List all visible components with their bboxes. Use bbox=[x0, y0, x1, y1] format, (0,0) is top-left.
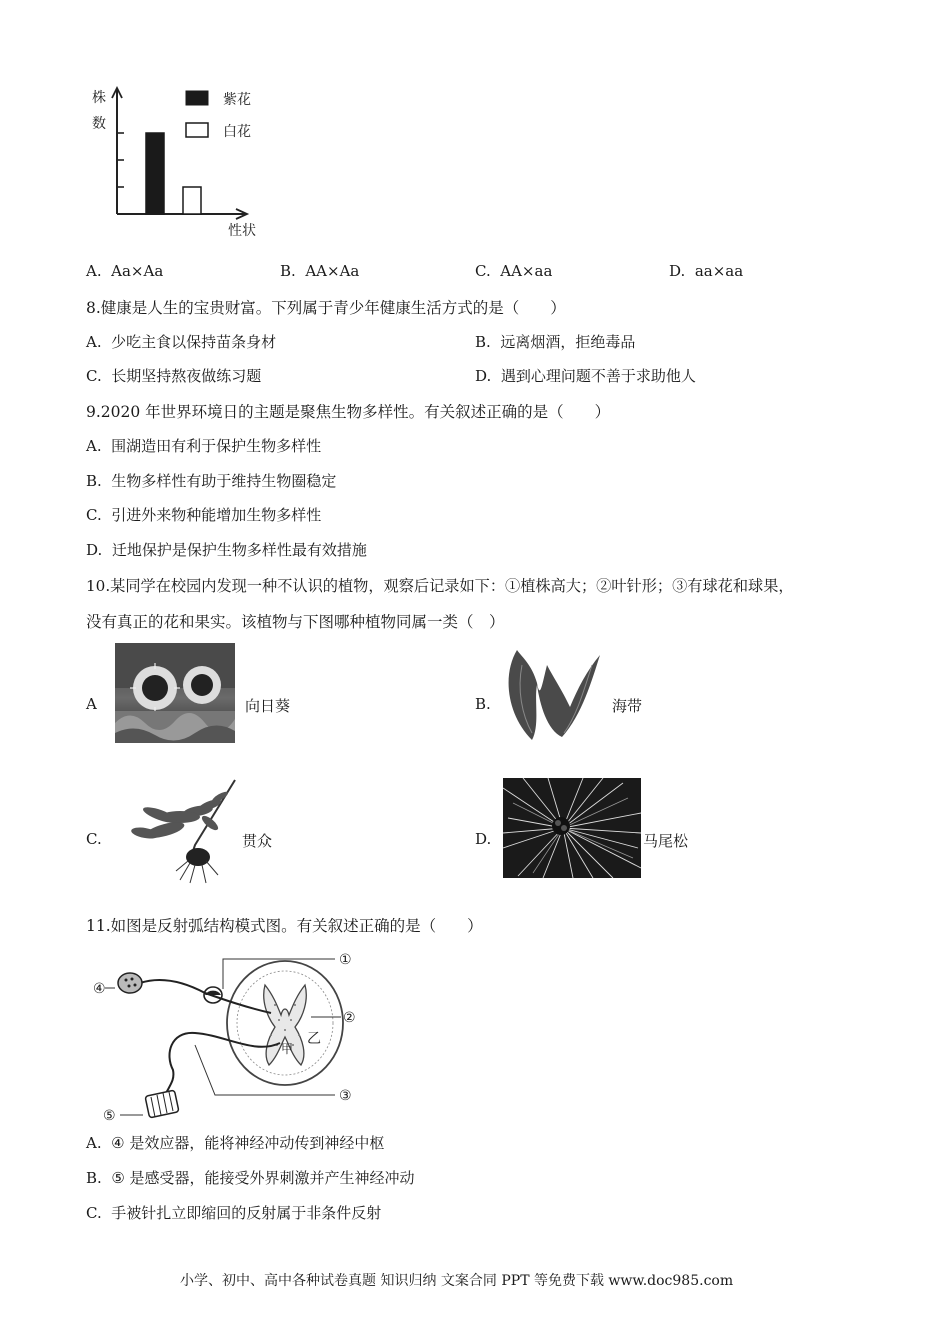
option-text: aa×aa bbox=[694, 262, 744, 280]
option-text: 引进外来物种能增加生物多样性 bbox=[111, 506, 322, 524]
q10-option-b-letter[interactable]: B. bbox=[475, 695, 491, 713]
option-text: AA×Aa bbox=[305, 262, 360, 280]
q11-stem: 11.如图是反射弧结构模式图。有关叙述正确的是（ ） bbox=[86, 917, 483, 935]
option-letter: C. bbox=[86, 1204, 102, 1222]
x-axis-label: 性状 bbox=[228, 223, 256, 239]
option-letter: A. bbox=[86, 437, 102, 455]
page-footer: 小学、初中、高中各种试卷真题 知识归纳 文案合同 PPT 等免费下载 www.doc985.com bbox=[180, 1273, 734, 1289]
q9-option-a[interactable] bbox=[86, 435, 321, 456]
q11-option-a[interactable] bbox=[86, 1132, 384, 1153]
option-letter: D. bbox=[86, 541, 103, 559]
label-yi: 乙 bbox=[307, 1031, 321, 1047]
label-5: ⑤ bbox=[103, 1108, 116, 1124]
q7-option-a[interactable] bbox=[86, 262, 163, 280]
option-letter: C. bbox=[86, 506, 102, 524]
q7-option-c[interactable] bbox=[475, 262, 552, 280]
bar-purple bbox=[146, 133, 164, 214]
reflex-arc-diagram bbox=[95, 945, 365, 1125]
option-text: 远离烟酒，拒绝毒品 bbox=[500, 333, 636, 351]
option-letter: B. bbox=[475, 333, 491, 351]
q9-stem: 9.2020 年世界环境日的主题是聚焦生物多样性。有关叙述正确的是（ ） bbox=[86, 403, 611, 421]
option-text: 手被针扎立即缩回的反射属于非条件反射 bbox=[111, 1204, 382, 1222]
option-text: Aa×Aa bbox=[111, 262, 164, 280]
q8-option-c[interactable] bbox=[86, 365, 261, 386]
q7-option-b[interactable] bbox=[280, 262, 359, 280]
q10-option-d-letter[interactable]: D. bbox=[475, 830, 492, 848]
legend-swatch-purple bbox=[186, 91, 208, 105]
label-1: ① bbox=[339, 952, 352, 968]
option-letter: D. bbox=[669, 262, 686, 280]
option-text: AA×aa bbox=[500, 262, 553, 280]
option-letter: A. bbox=[86, 333, 102, 351]
q10-stem-line1: 10.某同学在校园内发现一种不认识的植物，观察后记录如下：①植株高大；②叶针形；③有球花和球果， bbox=[86, 577, 794, 595]
option-text: 长期坚持熬夜做练习题 bbox=[111, 367, 262, 385]
option-text: 生物多样性有助于维持生物圈稳定 bbox=[111, 472, 337, 490]
option-letter: B. bbox=[86, 472, 102, 490]
option-text: 迁地保护是保护生物多样性最有效措施 bbox=[111, 541, 367, 559]
fern-icon bbox=[110, 775, 240, 885]
label-4: ④ bbox=[93, 981, 106, 997]
option-text: 少吃主食以保持苗条身材 bbox=[111, 333, 277, 351]
label-jia: 甲 bbox=[281, 1042, 294, 1056]
sunflower-image[interactable] bbox=[115, 643, 235, 743]
option-text: 遇到心理问题不善于求助他人 bbox=[500, 367, 696, 385]
kelp-image[interactable] bbox=[492, 645, 607, 745]
q10-option-a-text: 向日葵 bbox=[245, 697, 291, 715]
y-axis-label-2: 数 bbox=[92, 116, 106, 132]
trait-bar-chart bbox=[80, 80, 280, 245]
q8-option-d[interactable] bbox=[475, 365, 696, 386]
q8-option-a[interactable] bbox=[86, 331, 276, 352]
legend-label-purple: 紫花 bbox=[223, 92, 251, 108]
legend-swatch-white bbox=[186, 123, 208, 137]
q11-option-c[interactable] bbox=[86, 1202, 381, 1223]
bar-chart-svg bbox=[80, 80, 280, 245]
q8-option-b[interactable] bbox=[475, 331, 635, 352]
option-letter: B. bbox=[86, 1169, 102, 1187]
label-2: ② bbox=[343, 1010, 356, 1026]
option-letter: B. bbox=[280, 262, 296, 280]
option-letter: A. bbox=[86, 1134, 102, 1152]
kelp-icon bbox=[492, 645, 607, 745]
bar-white bbox=[183, 187, 201, 214]
q10-option-b-text: 海带 bbox=[612, 697, 643, 715]
option-letter: A. bbox=[86, 262, 102, 280]
q10-stem-line2: 没有真正的花和果实。该植物与下图哪种植物同属一类（ ） bbox=[86, 613, 505, 631]
q9-option-c[interactable] bbox=[86, 504, 321, 525]
q8-stem: 8.健康是人生的宝贵财富。下列属于青少年健康生活方式的是（ ） bbox=[86, 299, 566, 317]
effector bbox=[145, 1090, 179, 1118]
q11-option-b[interactable] bbox=[86, 1167, 415, 1188]
option-letter: C. bbox=[475, 262, 491, 280]
q10-option-a-letter[interactable]: A bbox=[86, 695, 97, 713]
receptor bbox=[118, 973, 142, 993]
fern-image[interactable] bbox=[110, 775, 240, 885]
q7-option-d[interactable] bbox=[669, 262, 743, 280]
pine-image[interactable] bbox=[503, 778, 641, 878]
option-letter: C. bbox=[86, 367, 102, 385]
q10-option-d-text: 马尾松 bbox=[643, 832, 689, 850]
pine-icon bbox=[503, 778, 641, 878]
label-3: ③ bbox=[339, 1088, 352, 1104]
option-text: ⑤ 是感受器，能接受外界刺激并产生神经冲动 bbox=[111, 1169, 415, 1187]
q9-option-d[interactable] bbox=[86, 539, 367, 560]
q10-option-c-letter[interactable]: C. bbox=[86, 830, 102, 848]
reflex-arc-svg bbox=[95, 945, 365, 1125]
q9-option-b[interactable] bbox=[86, 470, 336, 491]
legend-label-white: 白花 bbox=[223, 124, 251, 140]
sunflower-icon bbox=[115, 643, 235, 743]
option-letter: D. bbox=[475, 367, 492, 385]
q10-option-c-text: 贯众 bbox=[242, 832, 273, 850]
option-text: 围湖造田有利于保护生物多样性 bbox=[111, 437, 322, 455]
option-text: ④ 是效应器，能将神经冲动传到神经中枢 bbox=[111, 1134, 385, 1152]
y-axis-label-1: 株 bbox=[92, 90, 106, 106]
